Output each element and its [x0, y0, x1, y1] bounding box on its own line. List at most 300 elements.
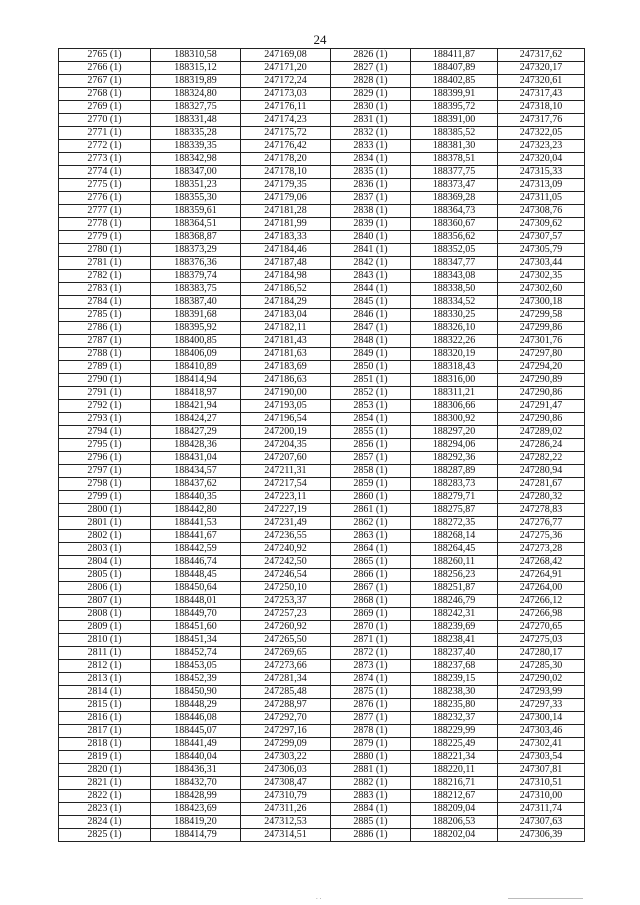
footer-dots: . .	[316, 893, 322, 901]
point-id-right: 2872 (1)	[331, 647, 411, 660]
y-coord-left: 247186,63	[241, 374, 331, 387]
y-coord-left: 247281,34	[241, 673, 331, 686]
point-id-right: 2876 (1)	[331, 699, 411, 712]
y-coord-right: 247299,58	[498, 309, 585, 322]
table-row	[59, 101, 585, 114]
point-id-left: 2797 (1)	[59, 465, 151, 478]
y-coord-right: 247290,02	[498, 673, 585, 686]
y-coord-left: 247211,31	[241, 465, 331, 478]
point-id-right: 2842 (1)	[331, 257, 411, 270]
point-id-left: 2796 (1)	[59, 452, 151, 465]
x-coord-left: 188451,34	[151, 634, 241, 647]
point-id-left: 2772 (1)	[59, 140, 151, 153]
x-coord-right: 188232,37	[411, 712, 498, 725]
x-coord-right: 188300,92	[411, 413, 498, 426]
table-row	[59, 777, 585, 790]
y-coord-left: 247184,98	[241, 270, 331, 283]
table-row	[59, 361, 585, 374]
x-coord-left: 188406,09	[151, 348, 241, 361]
y-coord-right: 247305,79	[498, 244, 585, 257]
y-coord-left: 247250,10	[241, 582, 331, 595]
x-coord-right: 188268,14	[411, 530, 498, 543]
x-coord-right: 188287,89	[411, 465, 498, 478]
y-coord-right: 247285,30	[498, 660, 585, 673]
y-coord-left: 247183,69	[241, 361, 331, 374]
point-id-left: 2780 (1)	[59, 244, 151, 257]
x-coord-left: 188442,80	[151, 504, 241, 517]
y-coord-right: 247300,14	[498, 712, 585, 725]
table-row	[59, 127, 585, 140]
table-row	[59, 348, 585, 361]
x-coord-left: 188368,87	[151, 231, 241, 244]
table-row	[59, 49, 585, 62]
y-coord-left: 247178,10	[241, 166, 331, 179]
point-id-right: 2870 (1)	[331, 621, 411, 634]
x-coord-left: 188335,28	[151, 127, 241, 140]
point-id-left: 2804 (1)	[59, 556, 151, 569]
x-coord-right: 188352,05	[411, 244, 498, 257]
point-id-right: 2850 (1)	[331, 361, 411, 374]
y-coord-right: 247318,10	[498, 101, 585, 114]
x-coord-right: 188242,31	[411, 608, 498, 621]
x-coord-left: 188414,79	[151, 829, 241, 842]
table-row	[59, 803, 585, 816]
y-coord-right: 247275,03	[498, 634, 585, 647]
table-row	[59, 231, 585, 244]
table-row	[59, 439, 585, 452]
y-coord-right: 247320,17	[498, 62, 585, 75]
table-row	[59, 153, 585, 166]
table-row	[59, 335, 585, 348]
point-id-left: 2792 (1)	[59, 400, 151, 413]
point-id-left: 2784 (1)	[59, 296, 151, 309]
point-id-right: 2845 (1)	[331, 296, 411, 309]
point-id-left: 2773 (1)	[59, 153, 151, 166]
table-row	[59, 712, 585, 725]
table-row	[59, 504, 585, 517]
x-coord-left: 188410,89	[151, 361, 241, 374]
point-id-right: 2880 (1)	[331, 751, 411, 764]
point-id-right: 2848 (1)	[331, 335, 411, 348]
y-coord-right: 247315,33	[498, 166, 585, 179]
y-coord-right: 247280,17	[498, 647, 585, 660]
point-id-right: 2826 (1)	[331, 49, 411, 62]
point-id-left: 2765 (1)	[59, 49, 151, 62]
point-id-right: 2838 (1)	[331, 205, 411, 218]
x-coord-right: 188318,43	[411, 361, 498, 374]
point-id-right: 2832 (1)	[331, 127, 411, 140]
x-coord-right: 188343,08	[411, 270, 498, 283]
x-coord-left: 188342,98	[151, 153, 241, 166]
point-id-left: 2814 (1)	[59, 686, 151, 699]
point-id-left: 2824 (1)	[59, 816, 151, 829]
point-id-right: 2841 (1)	[331, 244, 411, 257]
y-coord-left: 247308,47	[241, 777, 331, 790]
point-id-left: 2770 (1)	[59, 114, 151, 127]
y-coord-left: 247227,19	[241, 504, 331, 517]
table-row	[59, 465, 585, 478]
x-coord-right: 188381,30	[411, 140, 498, 153]
y-coord-left: 247179,35	[241, 179, 331, 192]
y-coord-left: 247193,05	[241, 400, 331, 413]
x-coord-left: 188355,30	[151, 192, 241, 205]
x-coord-left: 188324,80	[151, 88, 241, 101]
point-id-right: 2871 (1)	[331, 634, 411, 647]
point-id-left: 2802 (1)	[59, 530, 151, 543]
x-coord-right: 188326,10	[411, 322, 498, 335]
point-id-right: 2839 (1)	[331, 218, 411, 231]
y-coord-left: 247265,50	[241, 634, 331, 647]
y-coord-left: 247311,26	[241, 803, 331, 816]
point-id-right: 2875 (1)	[331, 686, 411, 699]
x-coord-right: 188238,30	[411, 686, 498, 699]
y-coord-right: 247281,67	[498, 478, 585, 491]
x-coord-left: 188327,75	[151, 101, 241, 114]
table-row	[59, 452, 585, 465]
point-id-right: 2877 (1)	[331, 712, 411, 725]
x-coord-left: 188437,62	[151, 478, 241, 491]
point-id-right: 2879 (1)	[331, 738, 411, 751]
table-row	[59, 413, 585, 426]
point-id-left: 2801 (1)	[59, 517, 151, 530]
y-coord-right: 247270,65	[498, 621, 585, 634]
y-coord-left: 247196,54	[241, 413, 331, 426]
x-coord-right: 188297,20	[411, 426, 498, 439]
y-coord-right: 247302,35	[498, 270, 585, 283]
y-coord-left: 247183,04	[241, 309, 331, 322]
x-coord-right: 188239,15	[411, 673, 498, 686]
point-id-right: 2853 (1)	[331, 400, 411, 413]
point-id-right: 2855 (1)	[331, 426, 411, 439]
x-coord-right: 188330,25	[411, 309, 498, 322]
y-coord-right: 247300,18	[498, 296, 585, 309]
x-coord-right: 188225,49	[411, 738, 498, 751]
x-coord-right: 188316,00	[411, 374, 498, 387]
y-coord-left: 247288,97	[241, 699, 331, 712]
x-coord-left: 188450,64	[151, 582, 241, 595]
table-row	[59, 88, 585, 101]
point-id-right: 2833 (1)	[331, 140, 411, 153]
y-coord-left: 247236,55	[241, 530, 331, 543]
y-coord-right: 247289,02	[498, 426, 585, 439]
point-id-left: 2812 (1)	[59, 660, 151, 673]
y-coord-right: 247308,76	[498, 205, 585, 218]
y-coord-left: 247242,50	[241, 556, 331, 569]
point-id-right: 2847 (1)	[331, 322, 411, 335]
point-id-right: 2859 (1)	[331, 478, 411, 491]
x-coord-left: 188445,07	[151, 725, 241, 738]
x-coord-left: 188450,90	[151, 686, 241, 699]
x-coord-right: 188275,87	[411, 504, 498, 517]
x-coord-right: 188216,71	[411, 777, 498, 790]
table-row	[59, 296, 585, 309]
point-id-right: 2868 (1)	[331, 595, 411, 608]
table-row	[59, 725, 585, 738]
table-row	[59, 140, 585, 153]
point-id-left: 2798 (1)	[59, 478, 151, 491]
y-coord-left: 247175,72	[241, 127, 331, 140]
x-coord-left: 188434,57	[151, 465, 241, 478]
y-coord-right: 247293,99	[498, 686, 585, 699]
x-coord-left: 188448,45	[151, 569, 241, 582]
y-coord-left: 247299,09	[241, 738, 331, 751]
x-coord-left: 188339,35	[151, 140, 241, 153]
y-coord-left: 247186,52	[241, 283, 331, 296]
y-coord-left: 247182,11	[241, 322, 331, 335]
y-coord-left: 247190,00	[241, 387, 331, 400]
point-id-right: 2856 (1)	[331, 439, 411, 452]
y-coord-left: 247292,70	[241, 712, 331, 725]
point-id-right: 2882 (1)	[331, 777, 411, 790]
y-coord-left: 247297,16	[241, 725, 331, 738]
table-row	[59, 400, 585, 413]
x-coord-left: 188421,94	[151, 400, 241, 413]
point-id-left: 2823 (1)	[59, 803, 151, 816]
x-coord-right: 188238,41	[411, 634, 498, 647]
x-coord-left: 188310,58	[151, 49, 241, 62]
x-coord-right: 188237,40	[411, 647, 498, 660]
point-id-right: 2878 (1)	[331, 725, 411, 738]
table-row	[59, 179, 585, 192]
y-coord-left: 247178,20	[241, 153, 331, 166]
x-coord-left: 188424,27	[151, 413, 241, 426]
point-id-right: 2858 (1)	[331, 465, 411, 478]
x-coord-right: 188322,26	[411, 335, 498, 348]
table-row	[59, 114, 585, 127]
x-coord-right: 188256,23	[411, 569, 498, 582]
y-coord-right: 247320,04	[498, 153, 585, 166]
y-coord-left: 247246,54	[241, 569, 331, 582]
x-coord-right: 188292,36	[411, 452, 498, 465]
table-row	[59, 595, 585, 608]
point-id-left: 2793 (1)	[59, 413, 151, 426]
x-coord-left: 188391,68	[151, 309, 241, 322]
point-id-left: 2822 (1)	[59, 790, 151, 803]
x-coord-left: 188442,59	[151, 543, 241, 556]
table-row	[59, 270, 585, 283]
point-id-right: 2866 (1)	[331, 569, 411, 582]
point-id-right: 2844 (1)	[331, 283, 411, 296]
point-id-right: 2834 (1)	[331, 153, 411, 166]
table-row	[59, 816, 585, 829]
x-coord-right: 188378,51	[411, 153, 498, 166]
table-row	[59, 764, 585, 777]
point-id-right: 2854 (1)	[331, 413, 411, 426]
table-row	[59, 374, 585, 387]
x-coord-left: 188446,08	[151, 712, 241, 725]
point-id-left: 2779 (1)	[59, 231, 151, 244]
x-coord-left: 188387,40	[151, 296, 241, 309]
point-id-left: 2791 (1)	[59, 387, 151, 400]
x-coord-right: 188402,85	[411, 75, 498, 88]
point-id-left: 2781 (1)	[59, 257, 151, 270]
table-row	[59, 62, 585, 75]
y-coord-right: 247275,36	[498, 530, 585, 543]
x-coord-right: 188356,62	[411, 231, 498, 244]
y-coord-left: 247179,06	[241, 192, 331, 205]
x-coord-left: 188446,74	[151, 556, 241, 569]
point-id-right: 2884 (1)	[331, 803, 411, 816]
x-coord-right: 188377,75	[411, 166, 498, 179]
y-coord-left: 247314,51	[241, 829, 331, 842]
x-coord-right: 188399,91	[411, 88, 498, 101]
y-coord-right: 247310,00	[498, 790, 585, 803]
y-coord-right: 247280,94	[498, 465, 585, 478]
x-coord-left: 188441,53	[151, 517, 241, 530]
y-coord-left: 247172,24	[241, 75, 331, 88]
table-row	[59, 751, 585, 764]
point-id-left: 2782 (1)	[59, 270, 151, 283]
point-id-right: 2865 (1)	[331, 556, 411, 569]
table-row	[59, 309, 585, 322]
y-coord-right: 247320,61	[498, 75, 585, 88]
y-coord-right: 247280,32	[498, 491, 585, 504]
point-id-right: 2874 (1)	[331, 673, 411, 686]
x-coord-left: 188419,20	[151, 816, 241, 829]
point-id-left: 2816 (1)	[59, 712, 151, 725]
x-coord-left: 188453,05	[151, 660, 241, 673]
point-id-left: 2788 (1)	[59, 348, 151, 361]
point-id-right: 2843 (1)	[331, 270, 411, 283]
table-row	[59, 283, 585, 296]
table-row	[59, 75, 585, 88]
x-coord-left: 188452,39	[151, 673, 241, 686]
table-row	[59, 686, 585, 699]
point-id-left: 2775 (1)	[59, 179, 151, 192]
table-row	[59, 582, 585, 595]
y-coord-left: 247253,37	[241, 595, 331, 608]
y-coord-left: 247176,42	[241, 140, 331, 153]
point-id-left: 2811 (1)	[59, 647, 151, 660]
point-id-right: 2867 (1)	[331, 582, 411, 595]
point-id-right: 2840 (1)	[331, 231, 411, 244]
point-id-left: 2776 (1)	[59, 192, 151, 205]
point-id-right: 2851 (1)	[331, 374, 411, 387]
y-coord-right: 247323,23	[498, 140, 585, 153]
x-coord-left: 188427,29	[151, 426, 241, 439]
x-coord-left: 188315,12	[151, 62, 241, 75]
footer-line	[508, 898, 583, 899]
point-id-left: 2815 (1)	[59, 699, 151, 712]
y-coord-right: 247307,81	[498, 764, 585, 777]
y-coord-left: 247187,48	[241, 257, 331, 270]
y-coord-left: 247169,08	[241, 49, 331, 62]
point-id-left: 2825 (1)	[59, 829, 151, 842]
table-row	[59, 543, 585, 556]
x-coord-right: 188239,69	[411, 621, 498, 634]
y-coord-left: 247310,79	[241, 790, 331, 803]
y-coord-left: 247176,11	[241, 101, 331, 114]
point-id-left: 2786 (1)	[59, 322, 151, 335]
y-coord-left: 247204,35	[241, 439, 331, 452]
x-coord-right: 188237,68	[411, 660, 498, 673]
table-row	[59, 478, 585, 491]
point-id-right: 2831 (1)	[331, 114, 411, 127]
x-coord-left: 188448,29	[151, 699, 241, 712]
x-coord-right: 188283,73	[411, 478, 498, 491]
point-id-right: 2837 (1)	[331, 192, 411, 205]
y-coord-left: 247200,19	[241, 426, 331, 439]
y-coord-left: 247174,23	[241, 114, 331, 127]
y-coord-right: 247311,05	[498, 192, 585, 205]
y-coord-right: 247286,24	[498, 439, 585, 452]
y-coord-left: 247181,43	[241, 335, 331, 348]
x-coord-left: 188383,75	[151, 283, 241, 296]
y-coord-left: 247260,92	[241, 621, 331, 634]
x-coord-left: 188441,49	[151, 738, 241, 751]
point-id-right: 2830 (1)	[331, 101, 411, 114]
y-coord-left: 247257,23	[241, 608, 331, 621]
y-coord-left: 247173,03	[241, 88, 331, 101]
point-id-right: 2829 (1)	[331, 88, 411, 101]
point-id-right: 2860 (1)	[331, 491, 411, 504]
x-coord-right: 188220,11	[411, 764, 498, 777]
y-coord-left: 247306,03	[241, 764, 331, 777]
x-coord-right: 188364,73	[411, 205, 498, 218]
coordinates-table	[58, 48, 585, 842]
point-id-right: 2835 (1)	[331, 166, 411, 179]
point-id-left: 2790 (1)	[59, 374, 151, 387]
x-coord-right: 188294,06	[411, 439, 498, 452]
x-coord-right: 188369,28	[411, 192, 498, 205]
x-coord-left: 188440,35	[151, 491, 241, 504]
x-coord-right: 188407,89	[411, 62, 498, 75]
point-id-right: 2864 (1)	[331, 543, 411, 556]
y-coord-right: 247264,00	[498, 582, 585, 595]
y-coord-right: 247306,39	[498, 829, 585, 842]
table-row	[59, 244, 585, 257]
y-coord-right: 247299,86	[498, 322, 585, 335]
y-coord-left: 247303,22	[241, 751, 331, 764]
y-coord-right: 247264,91	[498, 569, 585, 582]
table-row	[59, 322, 585, 335]
x-coord-right: 188279,71	[411, 491, 498, 504]
x-coord-right: 188411,87	[411, 49, 498, 62]
point-id-left: 2771 (1)	[59, 127, 151, 140]
table-row	[59, 257, 585, 270]
table-row	[59, 621, 585, 634]
y-coord-left: 247181,28	[241, 205, 331, 218]
point-id-left: 2799 (1)	[59, 491, 151, 504]
y-coord-right: 247273,28	[498, 543, 585, 556]
point-id-left: 2785 (1)	[59, 309, 151, 322]
point-id-left: 2795 (1)	[59, 439, 151, 452]
point-id-left: 2805 (1)	[59, 569, 151, 582]
table-row	[59, 556, 585, 569]
table-row	[59, 829, 585, 842]
x-coord-right: 188385,52	[411, 127, 498, 140]
table-row	[59, 660, 585, 673]
point-id-left: 2769 (1)	[59, 101, 151, 114]
point-id-right: 2849 (1)	[331, 348, 411, 361]
y-coord-right: 247309,62	[498, 218, 585, 231]
y-coord-right: 247322,05	[498, 127, 585, 140]
point-id-right: 2846 (1)	[331, 309, 411, 322]
y-coord-right: 247290,86	[498, 413, 585, 426]
point-id-right: 2869 (1)	[331, 608, 411, 621]
point-id-right: 2861 (1)	[331, 504, 411, 517]
y-coord-left: 247269,65	[241, 647, 331, 660]
point-id-left: 2820 (1)	[59, 764, 151, 777]
y-coord-right: 247302,41	[498, 738, 585, 751]
table-row	[59, 634, 585, 647]
y-coord-right: 247307,57	[498, 231, 585, 244]
x-coord-right: 188229,99	[411, 725, 498, 738]
y-coord-right: 247307,63	[498, 816, 585, 829]
point-id-right: 2827 (1)	[331, 62, 411, 75]
x-coord-right: 188212,67	[411, 790, 498, 803]
point-id-left: 2777 (1)	[59, 205, 151, 218]
